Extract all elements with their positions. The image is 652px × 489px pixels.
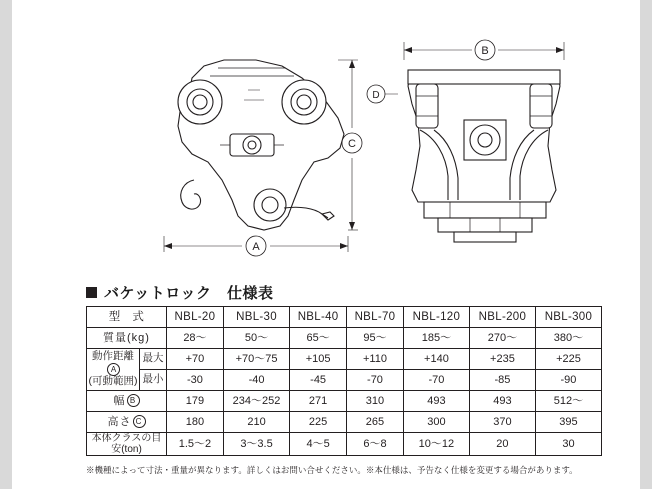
row-label-width bbox=[87, 391, 167, 412]
cell-min-nbl20: -30 bbox=[167, 370, 224, 391]
header-nbl-70: NBL-70 bbox=[347, 307, 404, 328]
cell-class-nbl30: 3～3.5 bbox=[223, 433, 289, 456]
left-margin-strip bbox=[0, 0, 12, 489]
cell-min-nbl40: -45 bbox=[290, 370, 347, 391]
cell-mass-nbl40: 65～ bbox=[290, 328, 347, 349]
cell-min-nbl70: -70 bbox=[347, 370, 404, 391]
cell-height-nbl120: 300 bbox=[403, 412, 469, 433]
header-nbl-300: NBL-300 bbox=[535, 307, 601, 328]
cell-class-nbl300: 30 bbox=[535, 433, 601, 456]
cell-mass-nbl30: 50～ bbox=[223, 328, 289, 349]
cell-mass-nbl300: 380～ bbox=[535, 328, 601, 349]
row-label-height-text: 高さ bbox=[107, 416, 132, 429]
front-view bbox=[164, 60, 362, 256]
header-nbl-30: NBL-30 bbox=[223, 307, 289, 328]
row-sub-min: 最小 bbox=[140, 370, 167, 391]
row-sub-max: 最大 bbox=[140, 349, 167, 370]
content bbox=[12, 0, 640, 489]
section-heading bbox=[86, 281, 273, 303]
table-row-height bbox=[87, 412, 602, 433]
dim-label-c: C bbox=[348, 138, 356, 150]
row-label-stroke-line1: 動作距離 bbox=[92, 350, 134, 363]
dim-label-a: A bbox=[252, 241, 260, 253]
cell-width-nbl30: 234～252 bbox=[223, 391, 289, 412]
dim-label-d: D bbox=[372, 90, 380, 101]
header-nbl-40: NBL-40 bbox=[290, 307, 347, 328]
cell-width-nbl40: 271 bbox=[290, 391, 347, 412]
row-label-width-text: 幅 bbox=[113, 395, 126, 408]
product-drawings bbox=[12, 0, 640, 272]
table-header-row bbox=[87, 307, 602, 328]
cell-class-nbl40: 4～5 bbox=[290, 433, 347, 456]
cell-max-nbl20: +70 bbox=[167, 349, 224, 370]
cell-height-nbl300: 395 bbox=[535, 412, 601, 433]
cell-width-nbl300: 512～ bbox=[535, 391, 601, 412]
table-row-stroke-min bbox=[87, 370, 602, 391]
header-model: 型 式 bbox=[87, 307, 167, 328]
drawings-svg bbox=[12, 0, 640, 272]
cell-class-nbl70: 6～8 bbox=[347, 433, 404, 456]
cell-class-nbl20: 1.5～2 bbox=[167, 433, 224, 456]
row-label-class: 本体クラスの目安(ton) bbox=[87, 433, 167, 456]
row-label-mass: 質量(kg) bbox=[87, 328, 167, 349]
table-row-width bbox=[87, 391, 602, 412]
cell-height-nbl30: 210 bbox=[223, 412, 289, 433]
square-marker-icon bbox=[86, 287, 97, 298]
circle-label-b: B bbox=[127, 394, 140, 407]
cell-min-nbl200: -85 bbox=[469, 370, 535, 391]
cell-max-nbl30: +70～75 bbox=[223, 349, 289, 370]
table-row-stroke-max bbox=[87, 349, 602, 370]
circle-label-a: A bbox=[107, 363, 120, 376]
cell-mass-nbl20: 28～ bbox=[167, 328, 224, 349]
cell-width-nbl20: 179 bbox=[167, 391, 224, 412]
footnote: ※機種によって寸法・重量が異なります。詳しくはお問い合せください。※本仕様は、予告なく仕様を変更する場合があります。 bbox=[86, 465, 578, 475]
cell-class-nbl200: 20 bbox=[469, 433, 535, 456]
cell-width-nbl120: 493 bbox=[403, 391, 469, 412]
row-label-stroke-line2: (可動範囲) bbox=[88, 375, 138, 388]
cell-min-nbl300: -90 bbox=[535, 370, 601, 391]
cell-width-nbl70: 310 bbox=[347, 391, 404, 412]
cell-mass-nbl120: 185～ bbox=[403, 328, 469, 349]
cell-class-nbl120: 10～12 bbox=[403, 433, 469, 456]
cell-min-nbl120: -70 bbox=[403, 370, 469, 391]
table-row-mass bbox=[87, 328, 602, 349]
cell-mass-nbl70: 95～ bbox=[347, 328, 404, 349]
cell-height-nbl70: 265 bbox=[347, 412, 404, 433]
cell-height-nbl200: 370 bbox=[469, 412, 535, 433]
cell-max-nbl120: +140 bbox=[403, 349, 469, 370]
cell-max-nbl300: +225 bbox=[535, 349, 601, 370]
side-view bbox=[367, 40, 564, 242]
cell-height-nbl20: 180 bbox=[167, 412, 224, 433]
cell-max-nbl70: +110 bbox=[347, 349, 404, 370]
dim-label-b: B bbox=[481, 45, 489, 57]
table-row-class bbox=[87, 433, 602, 456]
circle-label-c: C bbox=[133, 415, 146, 428]
cell-mass-nbl200: 270～ bbox=[469, 328, 535, 349]
page-title: バケットロック 仕様表 bbox=[104, 284, 274, 302]
cell-min-nbl30: -40 bbox=[223, 370, 289, 391]
row-label-stroke bbox=[87, 349, 140, 391]
spec-table bbox=[86, 306, 602, 456]
header-nbl-200: NBL-200 bbox=[469, 307, 535, 328]
header-nbl-20: NBL-20 bbox=[167, 307, 224, 328]
row-label-height bbox=[87, 412, 167, 433]
cell-max-nbl200: +235 bbox=[469, 349, 535, 370]
right-margin-strip bbox=[640, 0, 652, 489]
cell-width-nbl200: 493 bbox=[469, 391, 535, 412]
cell-max-nbl40: +105 bbox=[290, 349, 347, 370]
cell-height-nbl40: 225 bbox=[290, 412, 347, 433]
header-nbl-120: NBL-120 bbox=[403, 307, 469, 328]
